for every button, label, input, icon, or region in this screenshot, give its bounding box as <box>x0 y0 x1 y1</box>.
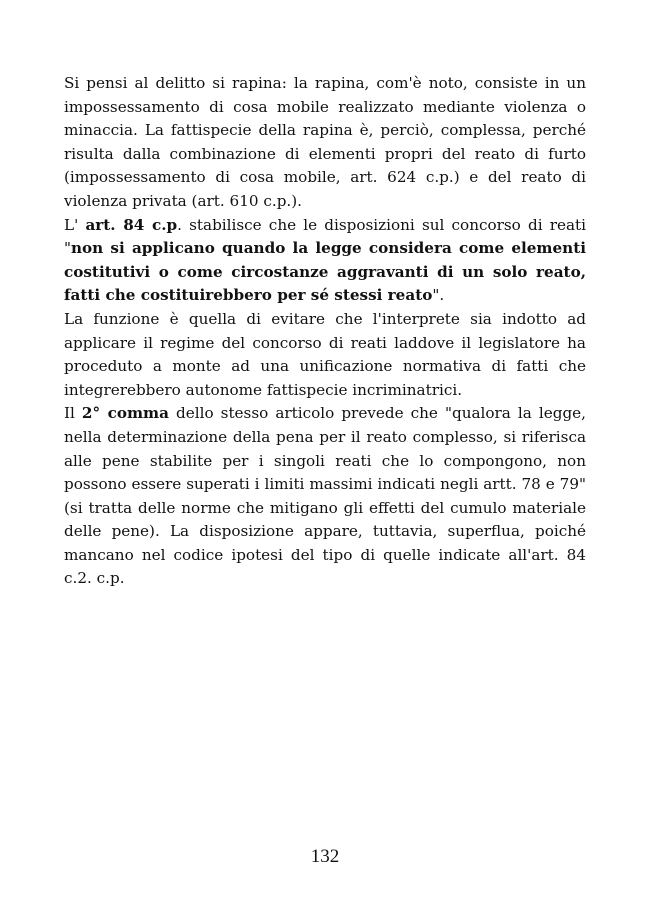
page-body <box>64 72 586 591</box>
paragraph-rapina: Si pensi al delitto si rapina: la rapina, com'è noto, consiste in un impossessamento di cosa mobile realizzato mediante violenza o minaccia. La fattispecie della rapina è, perciò, complessa, perché risulta dalla combinazione di elementi propri del reato di furto (impossessamento di cosa mobile, art. 624 c.p.) e del reato di violenza privata (art. 610 c.p.). <box>64 74 586 210</box>
text-run: Il <box>64 404 82 423</box>
paragraph-art-84 <box>64 214 586 308</box>
bold-article-reference: art. 84 c.p <box>85 215 178 234</box>
text-run: dello stesso articolo prevede che "qualora la legge, nella determinazione della pena per il reato complesso, si riferisca alle pene stabilite per i singoli reati che lo compongono, non possono essere superati i limiti massimi indicati negli artt. 78 e 79" (si tratta delle norme che mitigano gli effetti del cumulo materiale delle pene). La disposizione appare, tuttavia, superflua, poiché mancano nel codice ipotesi del tipo di quelle indicate all'art. 84 c.2. c.p. <box>64 404 586 588</box>
bold-comma-reference: 2° comma <box>81 404 169 423</box>
text-run: ". <box>432 286 445 305</box>
paragraph-secondo-comma <box>64 402 586 591</box>
text-run: . stabilisce che le disposizioni sul concorso di reati " <box>64 215 586 258</box>
paragraph-funzione: La funzione è quella di evitare che l'interprete sia indotto ad applicare il regime del concorso di reati laddove il legislatore ha proceduto a monte ad una unificazione normativa di fatti che integrerebbero autonome fattispecie incriminatrici. <box>64 309 586 399</box>
text-run: L' <box>64 215 86 234</box>
bold-quotation: non si applicano quando la legge considera come elementi costitutivi o come circostanze aggravanti di un solo reato, fatti che costituirebbero per sé stessi reato <box>64 239 586 305</box>
page-number: 132 <box>310 846 340 867</box>
